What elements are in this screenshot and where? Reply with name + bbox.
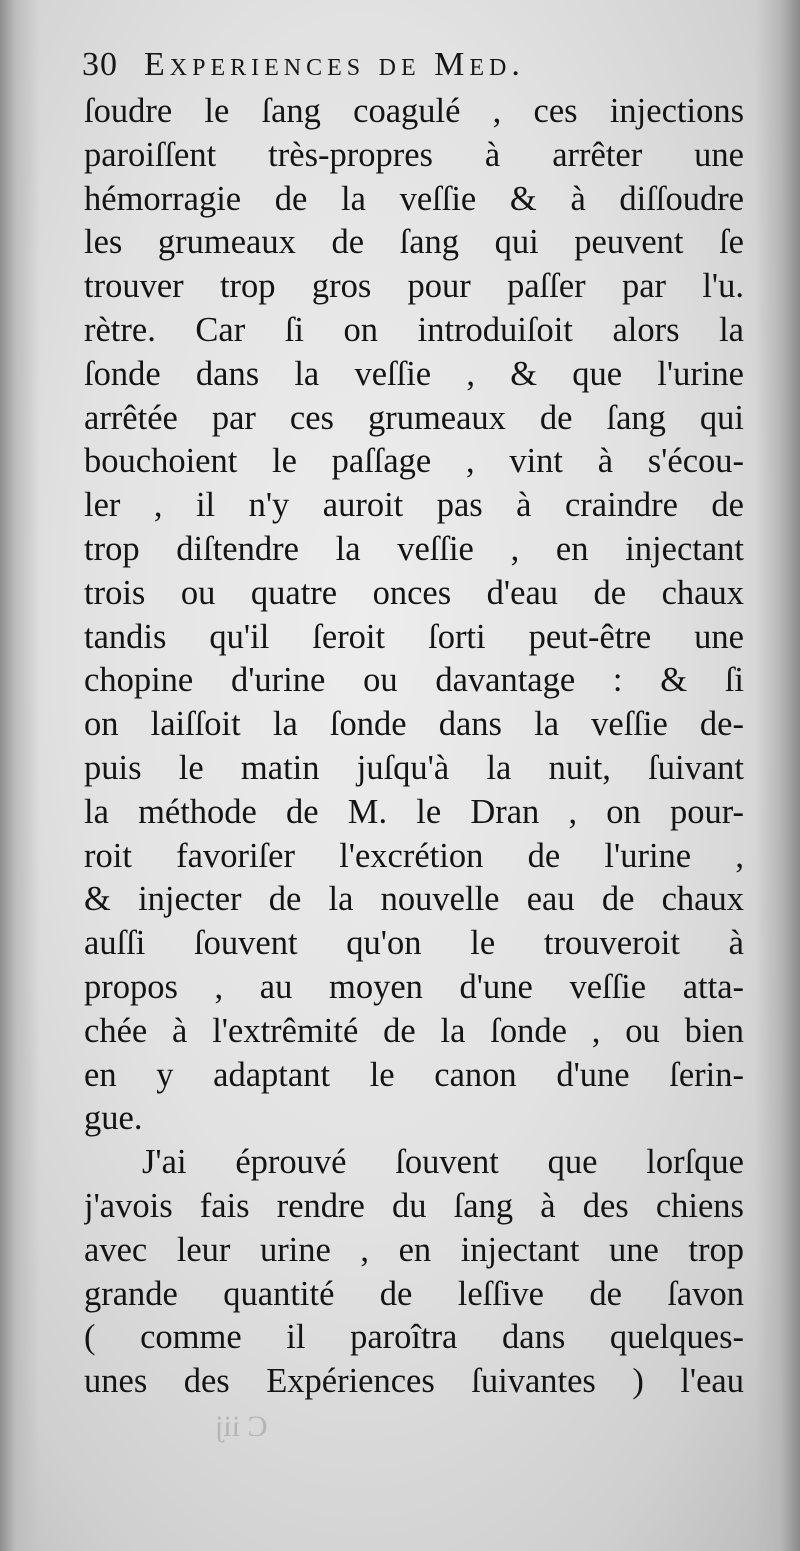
bleed-through-signature: C iij — [215, 1410, 268, 1443]
text-line: auſſi ſouvent qu'on le trouveroit à — [84, 924, 744, 963]
text-line-paragraph-start: J'ai éprouvé ſouvent que lorſque — [142, 1143, 744, 1182]
text-line: ler , il n'y auroit pas à craindre de — [84, 486, 744, 525]
body-text — [84, 90, 744, 1404]
text-line: & injecter de la nouvelle eau de chaux — [84, 880, 744, 919]
running-head — [82, 46, 722, 94]
text-line: rètre. Car ſi on introduiſoit alors la — [84, 310, 744, 349]
text-line: grande quantité de leſſive de ſavon — [84, 1274, 744, 1313]
text-line: avec leur urine , en injectant une trop — [84, 1230, 744, 1269]
text-line: paroiſſent très-propres à arrêter une — [84, 135, 744, 174]
text-line: puis le matin juſqu'à la nuit, ſuivant — [84, 748, 744, 787]
text-line: en y adaptant le canon d'une ſerin- — [84, 1055, 744, 1094]
text-line: hémorragie de la veſſie & à diſſoudre — [84, 179, 744, 218]
text-line: trois ou quatre onces d'eau de chaux — [84, 573, 744, 612]
text-line: roit favoriſer l'excrétion de l'urine , — [84, 836, 744, 875]
text-line: on laiſſoit la ſonde dans la veſſie de- — [84, 705, 744, 744]
text-line: tandis qu'il ſeroit ſorti peut-être une — [84, 617, 744, 656]
text-line: chée à l'extrêmité de la ſonde , ou bien — [84, 1011, 744, 1050]
text-line: la méthode de M. le Dran , on pour- — [84, 792, 744, 831]
page-number: 30 — [82, 46, 118, 83]
text-line: arrêtée par ces grumeaux de ſang qui — [84, 398, 744, 437]
text-line-paragraph-end: gue. — [84, 1099, 143, 1138]
text-line: j'avois fais rendre du ſang à des chiens — [84, 1186, 744, 1225]
text-line: bouchoient le paſſage , vint à s'écou- — [84, 442, 744, 481]
running-title: Experiences de Med. — [144, 46, 525, 83]
text-line: les grumeaux de ſang qui peuvent ſe — [84, 223, 744, 262]
text-line: ſonde dans la veſſie , & que l'urine — [84, 354, 744, 393]
text-line: unes des Expériences ſuivantes ) l'eau — [84, 1362, 744, 1401]
text-line: trouver trop gros pour paſſer par l'u. — [84, 267, 744, 306]
text-line: chopine d'urine ou davantage : & ſi — [84, 661, 744, 700]
text-line: trop diſtendre la veſſie , en injectant — [84, 529, 744, 568]
text-line: ſoudre le ſang coagulé , ces injections — [84, 92, 744, 130]
text-line: ( comme il paroîtra dans quelques- — [84, 1318, 744, 1357]
text-line: propos , au moyen d'une veſſie atta- — [84, 967, 744, 1006]
